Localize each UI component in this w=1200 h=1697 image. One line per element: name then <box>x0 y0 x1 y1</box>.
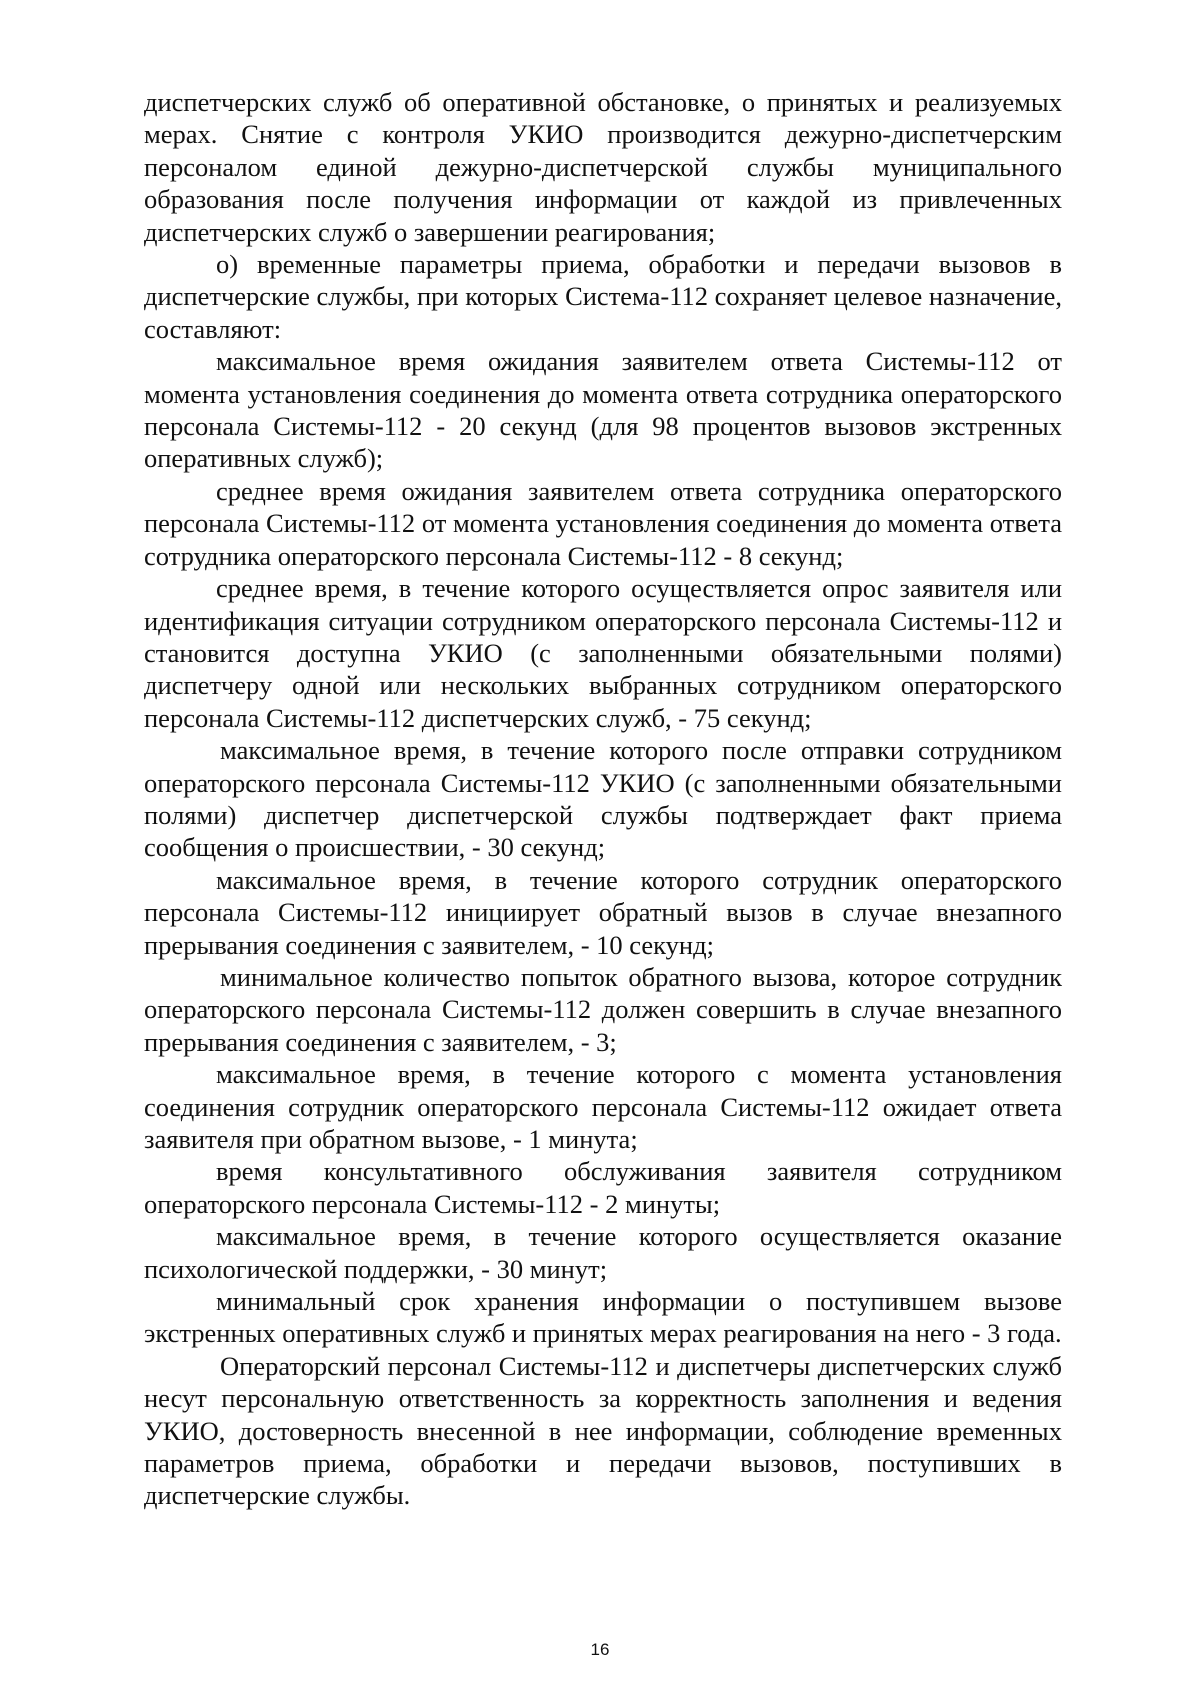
paragraph-confirm-time: максимальное время, в течение которого после отправки сотрудником операторского персонала Системы-112 УКИО (с заполненными обязательными полями) диспетчер диспетчерской службы подтверждает факт приема сообщения о происшествии, - 30 секунд; <box>144 735 1062 863</box>
paragraph-callback-wait: максимальное время, в течение которого с момента установления соединения сотрудник операторского персонала Системы-112 ожидает ответа заявителя при обратном вызове, - 1 минута; <box>144 1059 1062 1154</box>
page-number: 16 <box>590 1640 610 1659</box>
paragraph-item-o: о) временные параметры приема, обработки и передачи вызовов в диспетчерские службы, при которых Система-112 сохраняет целевое назначение, составляют: <box>144 249 1062 344</box>
paragraph-continuation: диспетчерских служб об оперативной обстановке, о принятых и реализуемых мерах. Снятие с контроля УКИО производится дежурно-диспетчерским персоналом единой дежурно-диспетчерской службы муниципального образования после получения информации от каждой из привлеченных диспетчерских служб о завершении реагирования; <box>144 87 1062 247</box>
paragraph-callback-time: максимальное время, в течение которого сотрудник операторского персонала Системы-112 инициирует обратный вызов в случае внезапного прерывания соединения с заявителем, - 10 секунд; <box>144 864 1062 960</box>
paragraph-responsibility: Операторский персонал Системы-112 и диспетчеры диспетчерских служб несут персональную ответственность за корректность заполнения и ведения УКИО, достоверность внесенной в нее информации, соблюдение временных параметров приема, обработки и передачи вызовов, поступивших в диспетчерские службы. <box>144 1350 1062 1511</box>
paragraph-avg-wait-time: среднее время ожидания заявителем ответа сотрудника операторского персонала Системы-112 от момента установления соединения до момента ответа сотрудника операторского персонала Системы-112 - 8 секунд; <box>144 475 1062 571</box>
paragraph-storage-term: минимальный срок хранения информации о поступившем вызове экстренных оперативных служб и принятых мерах реагирования на него - 3 года. <box>144 1286 1062 1349</box>
paragraph-consult-time: время консультативного обслуживания заявителя сотрудником операторского персонала Системы-112 - 2 минуты; <box>144 1156 1062 1219</box>
document-body <box>144 86 1062 1512</box>
paragraph-callback-attempts: минимальное количество попыток обратного вызова, которое сотрудник операторского персонала Системы-112 должен совершить в случае внезапного прерывания соединения с заявителем, - 3; <box>144 961 1062 1057</box>
paragraph-psych-support: максимальное время, в течение которого осуществляется оказание психологической поддержки, - 30 минут; <box>144 1221 1062 1284</box>
paragraph-max-wait-time: максимальное время ожидания заявителем ответа Системы-112 от момента установления соединения до момента ответа сотрудника операторского персонала Системы-112 - 20 секунд (для 98 процентов вызовов экстренных оперативных служб); <box>144 346 1062 474</box>
paragraph-avg-survey-time: среднее время, в течение которого осуществляется опрос заявителя или идентификация ситуации сотрудником операторского персонала Системы-112 и становится доступна УКИО (с заполненными обязательными полями) диспетчеру одной или нескольких выбранных сотрудником операторского персонала Системы-112 диспетчерских служб, - 75 секунд; <box>144 573 1062 733</box>
